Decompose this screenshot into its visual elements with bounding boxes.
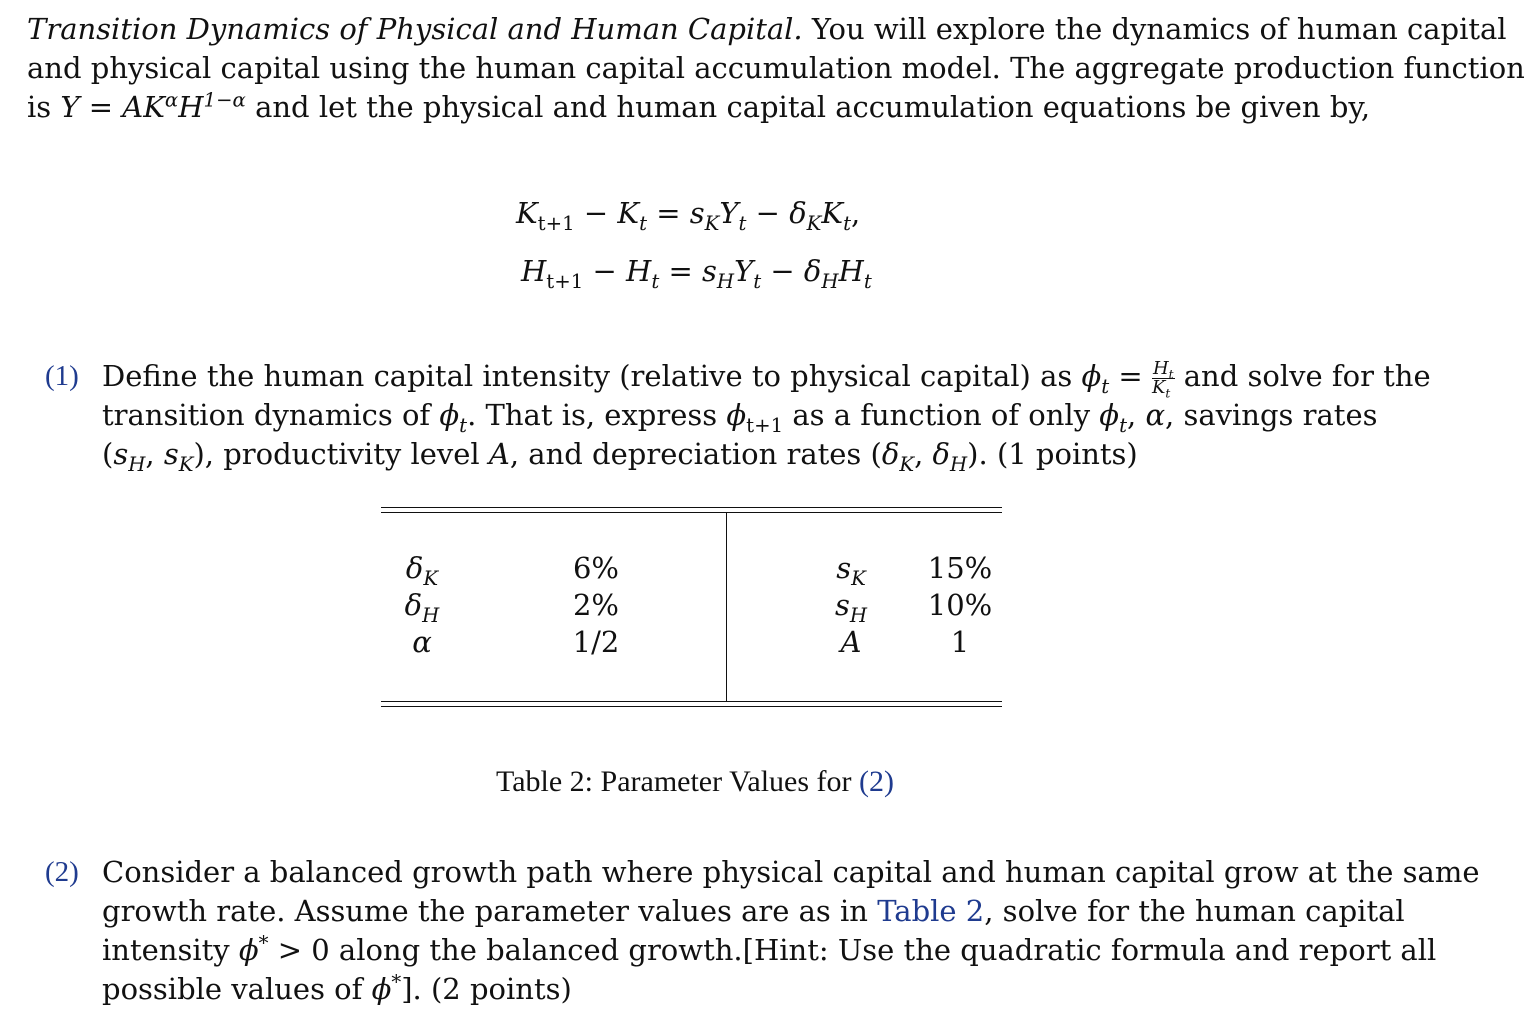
intro-line-1: Transition Dynamics of Physical and Human Capital. You will explore the dynamics of human capital (27, 12, 1507, 46)
param-delta-k: $\delta_K$ (405, 551, 439, 590)
value-delta-k: 6% (572, 551, 619, 585)
question-2-line-3: intensity ϕ* > 0 along the balanced growth.[Hint: Use the quadratic formula and report all (102, 931, 1437, 967)
problem-title: Transition Dynamics of Physical and Human Capital. (27, 12, 803, 46)
phi-fraction: $\frac{H_t}{K_t}$ (1151, 357, 1174, 401)
value-alpha: 1/2 (572, 625, 620, 659)
value-delta-h: 2% (572, 588, 619, 622)
capital-accumulation-equation: $K_{t+1} - K_t = s_KY_t - \delta_KK_t$, (516, 196, 861, 235)
param-a: A (840, 625, 862, 659)
question-1-number: (1) (45, 360, 79, 392)
value-s-h: 10% (927, 588, 993, 622)
param-s-k: $s_K$ (836, 551, 866, 590)
question-1-line-3: ($s_H$, $s_K$), productivity level A, and depreciation rates ($\delta_K$, $\delta_H$). (1 points) (102, 437, 1138, 477)
table-bottom-rule-2 (381, 706, 1002, 707)
question-1-line-1: Define the human capital intensity (relative to physical capital) as $\phi_t$ = $\frac{H_t}{K_t}$ and solve for the (102, 357, 1431, 401)
question-2-line-2: growth rate. Assume the parameter values are as in Table 2, solve for the human capital (102, 894, 1405, 928)
human-capital-accumulation-equation: $H_{t+1} - H_t = s_HY_t - \delta_HH_t$ (521, 254, 872, 293)
question-2-line-4: possible values of ϕ*]. (2 points) (102, 970, 572, 1006)
table-caption: Table 2: Parameter Values for (2) (495, 765, 895, 798)
question-1-line-2: transition dynamics of $\phi_t$. That is, express $\phi_{t+1}$ as a function of only $\phi_t$, α, savings rates (102, 398, 1378, 438)
param-alpha: α (412, 625, 432, 659)
table-divider (726, 513, 727, 701)
production-function: Y (60, 90, 80, 124)
question-2-line-1: Consider a balanced growth path where physical capital and human capital grow at the same (102, 855, 1480, 889)
table-2-link[interactable]: Table 2 (877, 894, 985, 928)
caption-reference-link[interactable]: (2) (859, 765, 895, 798)
intro-paragraph (27, 10, 1525, 127)
table-top-rule-2 (381, 512, 1002, 513)
param-s-h: $s_H$ (834, 588, 868, 627)
question-2-number: (2) (45, 856, 79, 888)
table-top-rule-1 (381, 507, 1002, 508)
table-bottom-rule-1 (381, 701, 1002, 702)
param-delta-h: $\delta_H$ (404, 588, 440, 627)
intro-line-3: is $Y = AK^\alpha H^{1-\alpha}$ and let the physical and human capital accumulation equations be given by, (27, 88, 1371, 124)
intro-line-2: and physical capital using the human capital accumulation model. The aggregate production function (27, 51, 1525, 85)
value-s-k: 15% (927, 551, 993, 585)
value-a: 1 (950, 625, 970, 659)
